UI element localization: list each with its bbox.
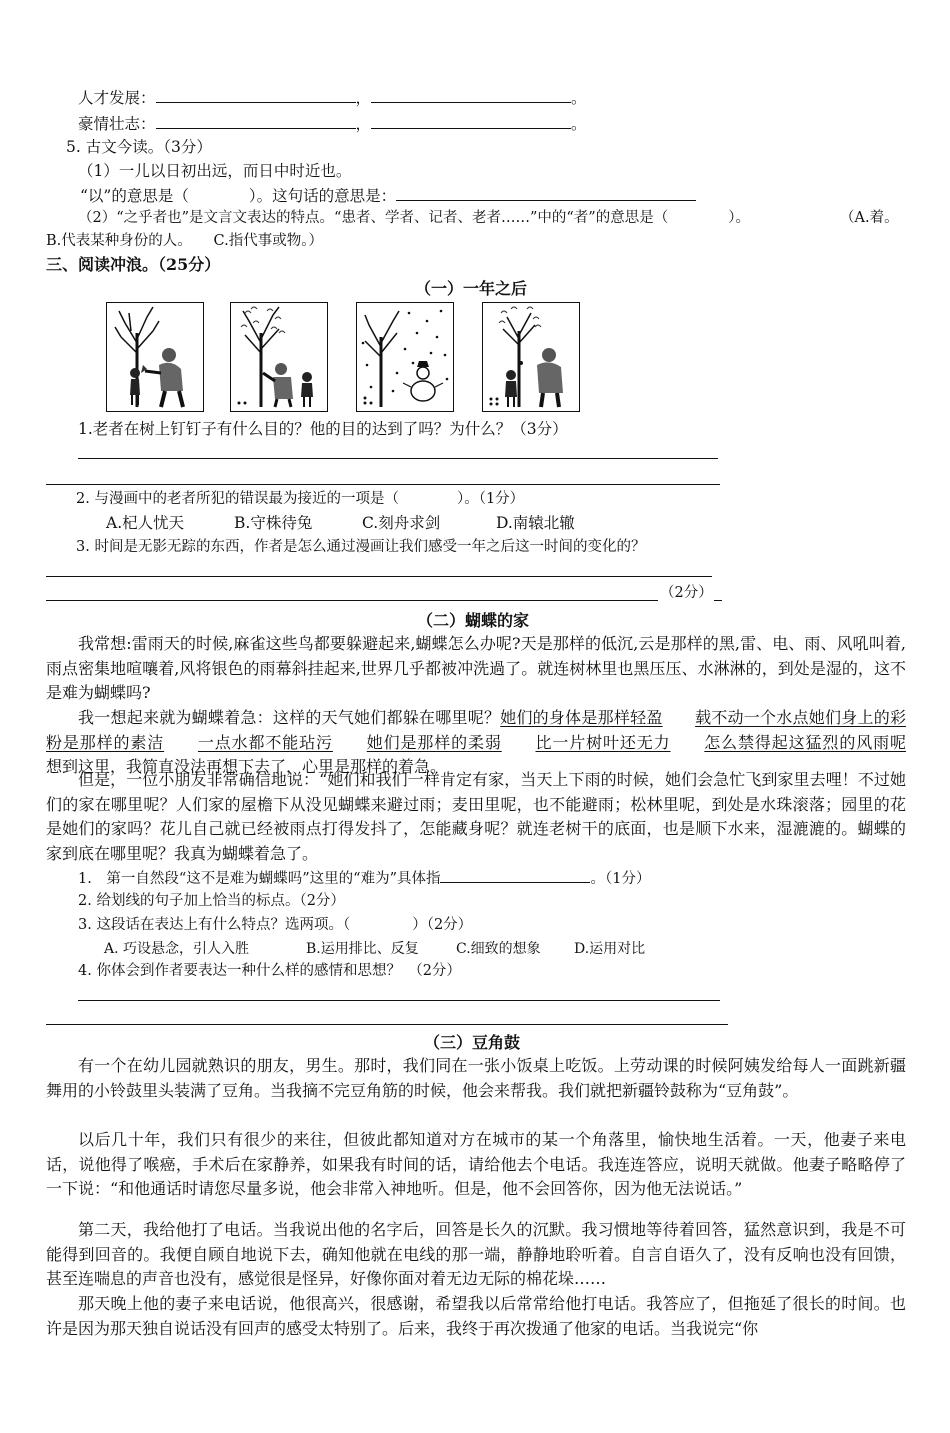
heroic-label: 豪情壮志： <box>78 115 156 133</box>
part2-q4-answer-line-1[interactable] <box>78 1000 720 1001</box>
part2-title: （二）蝴蝶的家 <box>417 611 530 630</box>
part1-title: （一）一年之后 <box>415 279 528 298</box>
part2-paragraph-2: 我一想起来就为蝴蝶着急：这样的天气她们都躲在哪里呢？她们的身体是那样轻盈 载不动一个水点她们身上的彩粉是那样的素洁 一点水都不能玷污 她们是那样的柔弱 比一片树叶还无力 怎么禁得起这猛烈的风雨呢 想到这里，我简直没法再想下去了，心里是那样的着急。 <box>46 708 906 776</box>
part2-option-d[interactable]: D.运用对比 <box>574 941 646 957</box>
part1-q2-options <box>106 512 575 534</box>
comic-panel-2 <box>230 302 328 412</box>
section3-heading: 三、阅读冲浪。（25分） <box>46 255 221 274</box>
sentence-meaning-blank[interactable] <box>396 184 696 201</box>
q5-option-a: （A.着。 <box>840 210 899 226</box>
comic-panel-1 <box>106 302 204 412</box>
q5-sub1: （1）一儿以日初出远，而日中时近也。 <box>78 162 352 180</box>
part2-option-a[interactable]: A. 巧设悬念，引人入胜 <box>104 941 250 957</box>
part2-paragraph-1: 我常想:雷雨天的时候,麻雀这些鸟都要躲避起来,蝴蝶怎么办呢?天是那样的低沉,云是那样的黑,雷、电、雨、风吼叫着,雨点密集地喧嚷着,风将银色的雨幕斜挂起来,世界几乎都被冲洗過了。就连树林里也黑压压、水淋淋的，到处是湿的，这不是难为蝴蝶吗? <box>46 634 906 702</box>
heroic-blank-2[interactable] <box>371 112 571 129</box>
part1-q3-answer-line-1[interactable] <box>46 576 712 577</box>
part2-q3: 3. 这段话在表达上有什么特点？选两项。（ ）（2分） <box>78 917 473 933</box>
part3-title: （三）豆角鼓 <box>424 1033 521 1052</box>
part2-q4: 4. 你体会到作者要表达一种什么样的感情和思想？ （2分） <box>78 963 461 979</box>
part2-q1: 1. 第一自然段“这不是难为蝴蝶吗”这里的“难为”具体指 。（1分） <box>78 866 650 890</box>
q5-header: 5. 古文今读。（3分） <box>66 138 212 156</box>
part1-q3: 3. 时间是无影无踪的东西，作者是怎么通过漫画让我们感受一年之后这一时间的变化的？ <box>76 539 646 555</box>
underlined-sentence-3: 她们身上的彩粉是那样的素洁 <box>46 708 906 752</box>
q5-sub2: （2）“之乎者也”是文言文表达的特点。“患者、学者、记者、老者……”中的“者”的意思是（ ）。 <box>78 210 750 226</box>
part1-q1-answer-line-1[interactable] <box>78 458 718 459</box>
part3-paragraph-1: 有一个在幼儿园就熟识的朋友，男生。那时，我们同在一张小饭桌上吃饭。上劳动课的时候阿姨发给每人一面跳新疆舞用的小铃鼓里头装满了豆角。当我摘不完豆角筋的时候，他会来帮我。我们就把新疆铃鼓称为“豆角鼓”。 <box>46 1056 906 1100</box>
heroic-line: 豪情壮志： ， 。 <box>78 112 587 135</box>
talent-line: 人才发展： ， 。 <box>78 86 587 109</box>
comic-winter-snow-image <box>357 303 453 411</box>
talent-label: 人才发展： <box>78 89 156 107</box>
part1-q3-answer-line-2[interactable] <box>46 600 658 601</box>
underlined-sentence-1: 她们的身体是那样轻盈 <box>500 708 663 727</box>
talent-blank-2[interactable] <box>371 86 571 103</box>
heroic-blank-1[interactable] <box>156 112 356 129</box>
comic-one-year-later-image <box>483 303 579 411</box>
talent-blank-1[interactable] <box>156 86 356 103</box>
underlined-sentence-5: 她们是那样的柔弱 <box>366 732 502 752</box>
comic-panel-4 <box>482 302 580 412</box>
option-a[interactable]: A.杞人忧天 <box>106 514 185 532</box>
option-b[interactable]: B.守株待兔 <box>234 514 313 532</box>
part2-option-b[interactable]: B.运用排比、反复 <box>306 941 419 957</box>
underlined-sentence-2: 载不动一个水点 <box>695 708 809 727</box>
underlined-sentence-4: 一点水都不能玷污 <box>197 732 333 752</box>
part1-q3-score: （2分） <box>660 585 713 601</box>
comic-tree-full-image <box>231 303 327 411</box>
option-c[interactable]: C.刻舟求剑 <box>362 514 441 532</box>
part1-q3-score-tick <box>714 600 722 601</box>
q5-options-line: B.代表某种身份的人。 C.指代事或物。） <box>46 233 323 249</box>
q5-yi-line: “以”的意思是（ ）。这句话的意思是： <box>80 184 696 207</box>
part1-q1-answer-line-2[interactable] <box>46 484 720 485</box>
part2-option-c[interactable]: C.细致的想象 <box>456 941 541 957</box>
part1-q1: 1.老者在树上钉钉子有什么目的？他的目的达到了吗？为什么？（3分） <box>78 420 568 438</box>
part2-q1-blank[interactable] <box>440 866 590 883</box>
option-d[interactable]: D.南辕北辙 <box>496 514 575 532</box>
underlined-sentence-7: 怎么禁得起这猛烈的风雨呢 <box>704 732 906 752</box>
part3-paragraph-3: 第二天，我给他打了电话。当我说出他的名字后，回答是长久的沉默。我习惯地等待着回答，猛然意识到，我是不可能得到回音的。我便自顾自地说下去，确知他就在电线的那一端，静静地聆听着。自言自语久了，没有反响也没有回馈，甚至连喘息的声音也没有，感觉很是怪异，好像你面对着无边无际的棉花垛…… <box>46 1220 906 1288</box>
part3-paragraph-4: 那天晚上他的妻子来电话说，他很高兴，很感谢，希望我以后常常给他打电话。我答应了，但拖延了很长的时间。也许是因为那天独自说话没有回声的感受太特别了。后来，我终于再次拨通了他家的电话。当我说完“你 <box>46 1294 906 1338</box>
part2-q2: 2. 给划线的句子加上恰当的标点。（2分） <box>78 893 345 909</box>
comic-panel-3 <box>356 302 454 412</box>
part2-paragraph-3: 但是，一位小朋友非常确信地说：“她们和我们一样肯定有家，当天上下雨的时候，她们会急忙飞到家里去哩！不过她们的家在哪里呢？人们家的屋檐下从没见蝴蝶来避过雨；麦田里呢，也不能避雨；松林里呢，到处是水珠滚落；园里的花是她们的家吗？花儿自己就已经被雨点打得发抖了，怎能藏身呢？就连老树干的底面，也是顺下水来，湿漉漉的。蝴蝶的家到底在哪里呢？我真为蝴蝶着急了。 <box>46 770 906 863</box>
part3-paragraph-2: 以后几十年，我们只有很少的来往，但彼此都知道对方在城市的某一个角落里，愉快地生活着。一天，他妻子来电话，说他得了喉癌，手术后在家静养，如果我有时间的话，请给他去个电话。我连连答应，说明天就做。他妻子略略停了一下说：“和他通话时请您尽量多说，他会非常入神地听。但是，他不会回答你，因为他无法说话。” <box>46 1130 906 1198</box>
part1-q2: 2. 与漫画中的老者所犯的错误最为接近的一项是（ ）。（1分） <box>76 491 525 507</box>
underlined-sentence-6: 比一片树叶还无力 <box>535 732 671 752</box>
comic-tree-nailing-image <box>107 303 203 411</box>
part2-q4-answer-line-2[interactable] <box>46 1024 728 1025</box>
part2-q3-options <box>104 938 645 960</box>
